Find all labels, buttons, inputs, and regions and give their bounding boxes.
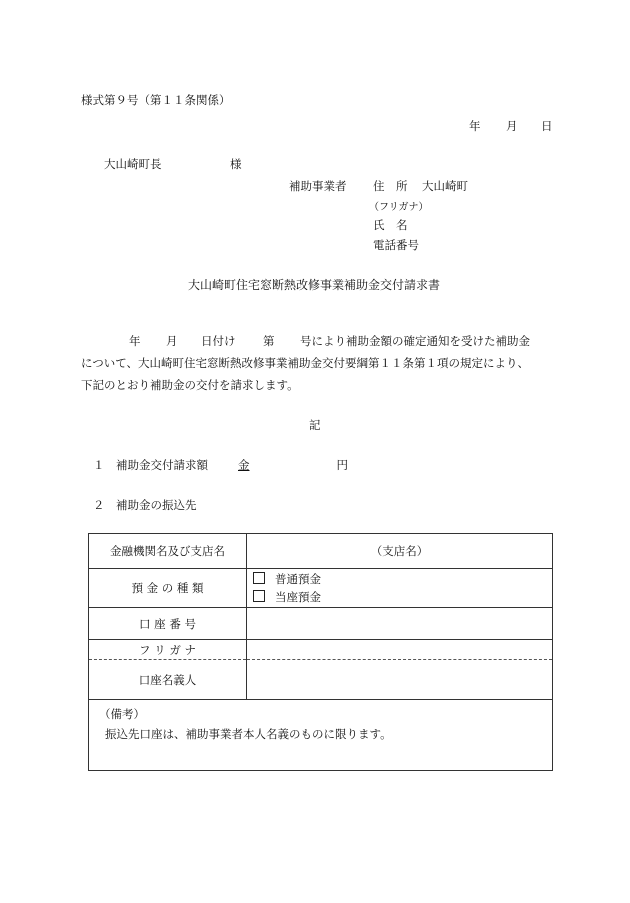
- body-month: 月: [166, 334, 178, 348]
- addressee-honorific: 様: [230, 157, 242, 171]
- bank-account-table: [88, 533, 553, 771]
- furigana-label: （フリガナ）: [369, 202, 429, 213]
- table-row: [89, 534, 553, 569]
- body-year: 年: [129, 334, 141, 348]
- item2-label: 補助金の振込先: [116, 498, 197, 512]
- document-title: 大山崎町住宅窓断熱改修事業補助金交付請求書: [188, 278, 441, 292]
- checkbox-icon[interactable]: [253, 590, 265, 602]
- account-holder-field[interactable]: [247, 660, 553, 700]
- addressee-mayor: 大山崎町長: [104, 157, 162, 171]
- furigana-field[interactable]: [247, 640, 553, 660]
- table-row: [89, 640, 553, 660]
- date-year-label: 年: [469, 119, 481, 133]
- table-row: [89, 700, 553, 771]
- table-row: [89, 660, 553, 700]
- name-label: 氏 名: [373, 218, 408, 232]
- body-line3: 下記のとおり補助金の交付を請求します。: [81, 378, 299, 392]
- table-row: [89, 569, 553, 608]
- form-number: 様式第９号（第１１条関係）: [81, 93, 231, 107]
- body-line1: 号により補助金額の確定通知を受けた補助金: [300, 334, 530, 348]
- bank-name-label: 金融機関名及び支店名: [89, 534, 247, 569]
- applicant-label: 補助事業者: [289, 179, 347, 193]
- remarks-title: （備考）: [99, 707, 145, 721]
- body-hitsuke: 日付け: [201, 334, 236, 348]
- item1-yen: 円: [336, 458, 348, 472]
- remarks-text: 振込先口座は、補助事業者本人名義のものに限ります。: [105, 727, 392, 741]
- ordinary-deposit-label: 普通預金: [275, 572, 321, 586]
- item1-label: 補助金交付請求額: [116, 458, 208, 472]
- checkbox-icon[interactable]: [253, 572, 265, 584]
- furigana-row-label: フ リ ガ ナ: [89, 640, 247, 660]
- request-amount-field[interactable]: [238, 457, 348, 473]
- deposit-type-label: 預 金 の 種 類: [89, 569, 247, 608]
- body-line2: について、大山崎町住宅窓断熱改修事業補助金交付要綱第１１条第１項の規定により、: [81, 356, 530, 370]
- body-dai: 第: [263, 334, 275, 348]
- current-deposit-option[interactable]: [247, 588, 552, 606]
- address-label: 住 所: [373, 179, 408, 193]
- deposit-type-field: [247, 569, 553, 608]
- date-month-label: 月: [506, 119, 518, 133]
- ordinary-deposit-option[interactable]: [247, 570, 552, 588]
- date-day-label: 日: [541, 119, 553, 133]
- account-number-field[interactable]: [247, 608, 553, 640]
- remarks-cell: [89, 700, 553, 771]
- item1-kin: 金: [238, 458, 250, 472]
- table-row: [89, 608, 553, 640]
- item2-number: ２: [93, 498, 105, 512]
- account-number-label: 口 座 番 号: [89, 608, 247, 640]
- account-holder-label: 口座名義人: [89, 660, 247, 700]
- ki-heading: 記: [309, 418, 321, 432]
- phone-label: 電話番号: [373, 238, 419, 252]
- branch-label: （支店名）: [370, 544, 429, 558]
- address-value: 大山崎町: [422, 179, 468, 193]
- item1-number: １: [93, 458, 105, 472]
- bank-name-field[interactable]: [247, 534, 553, 569]
- current-deposit-label: 当座預金: [275, 590, 321, 604]
